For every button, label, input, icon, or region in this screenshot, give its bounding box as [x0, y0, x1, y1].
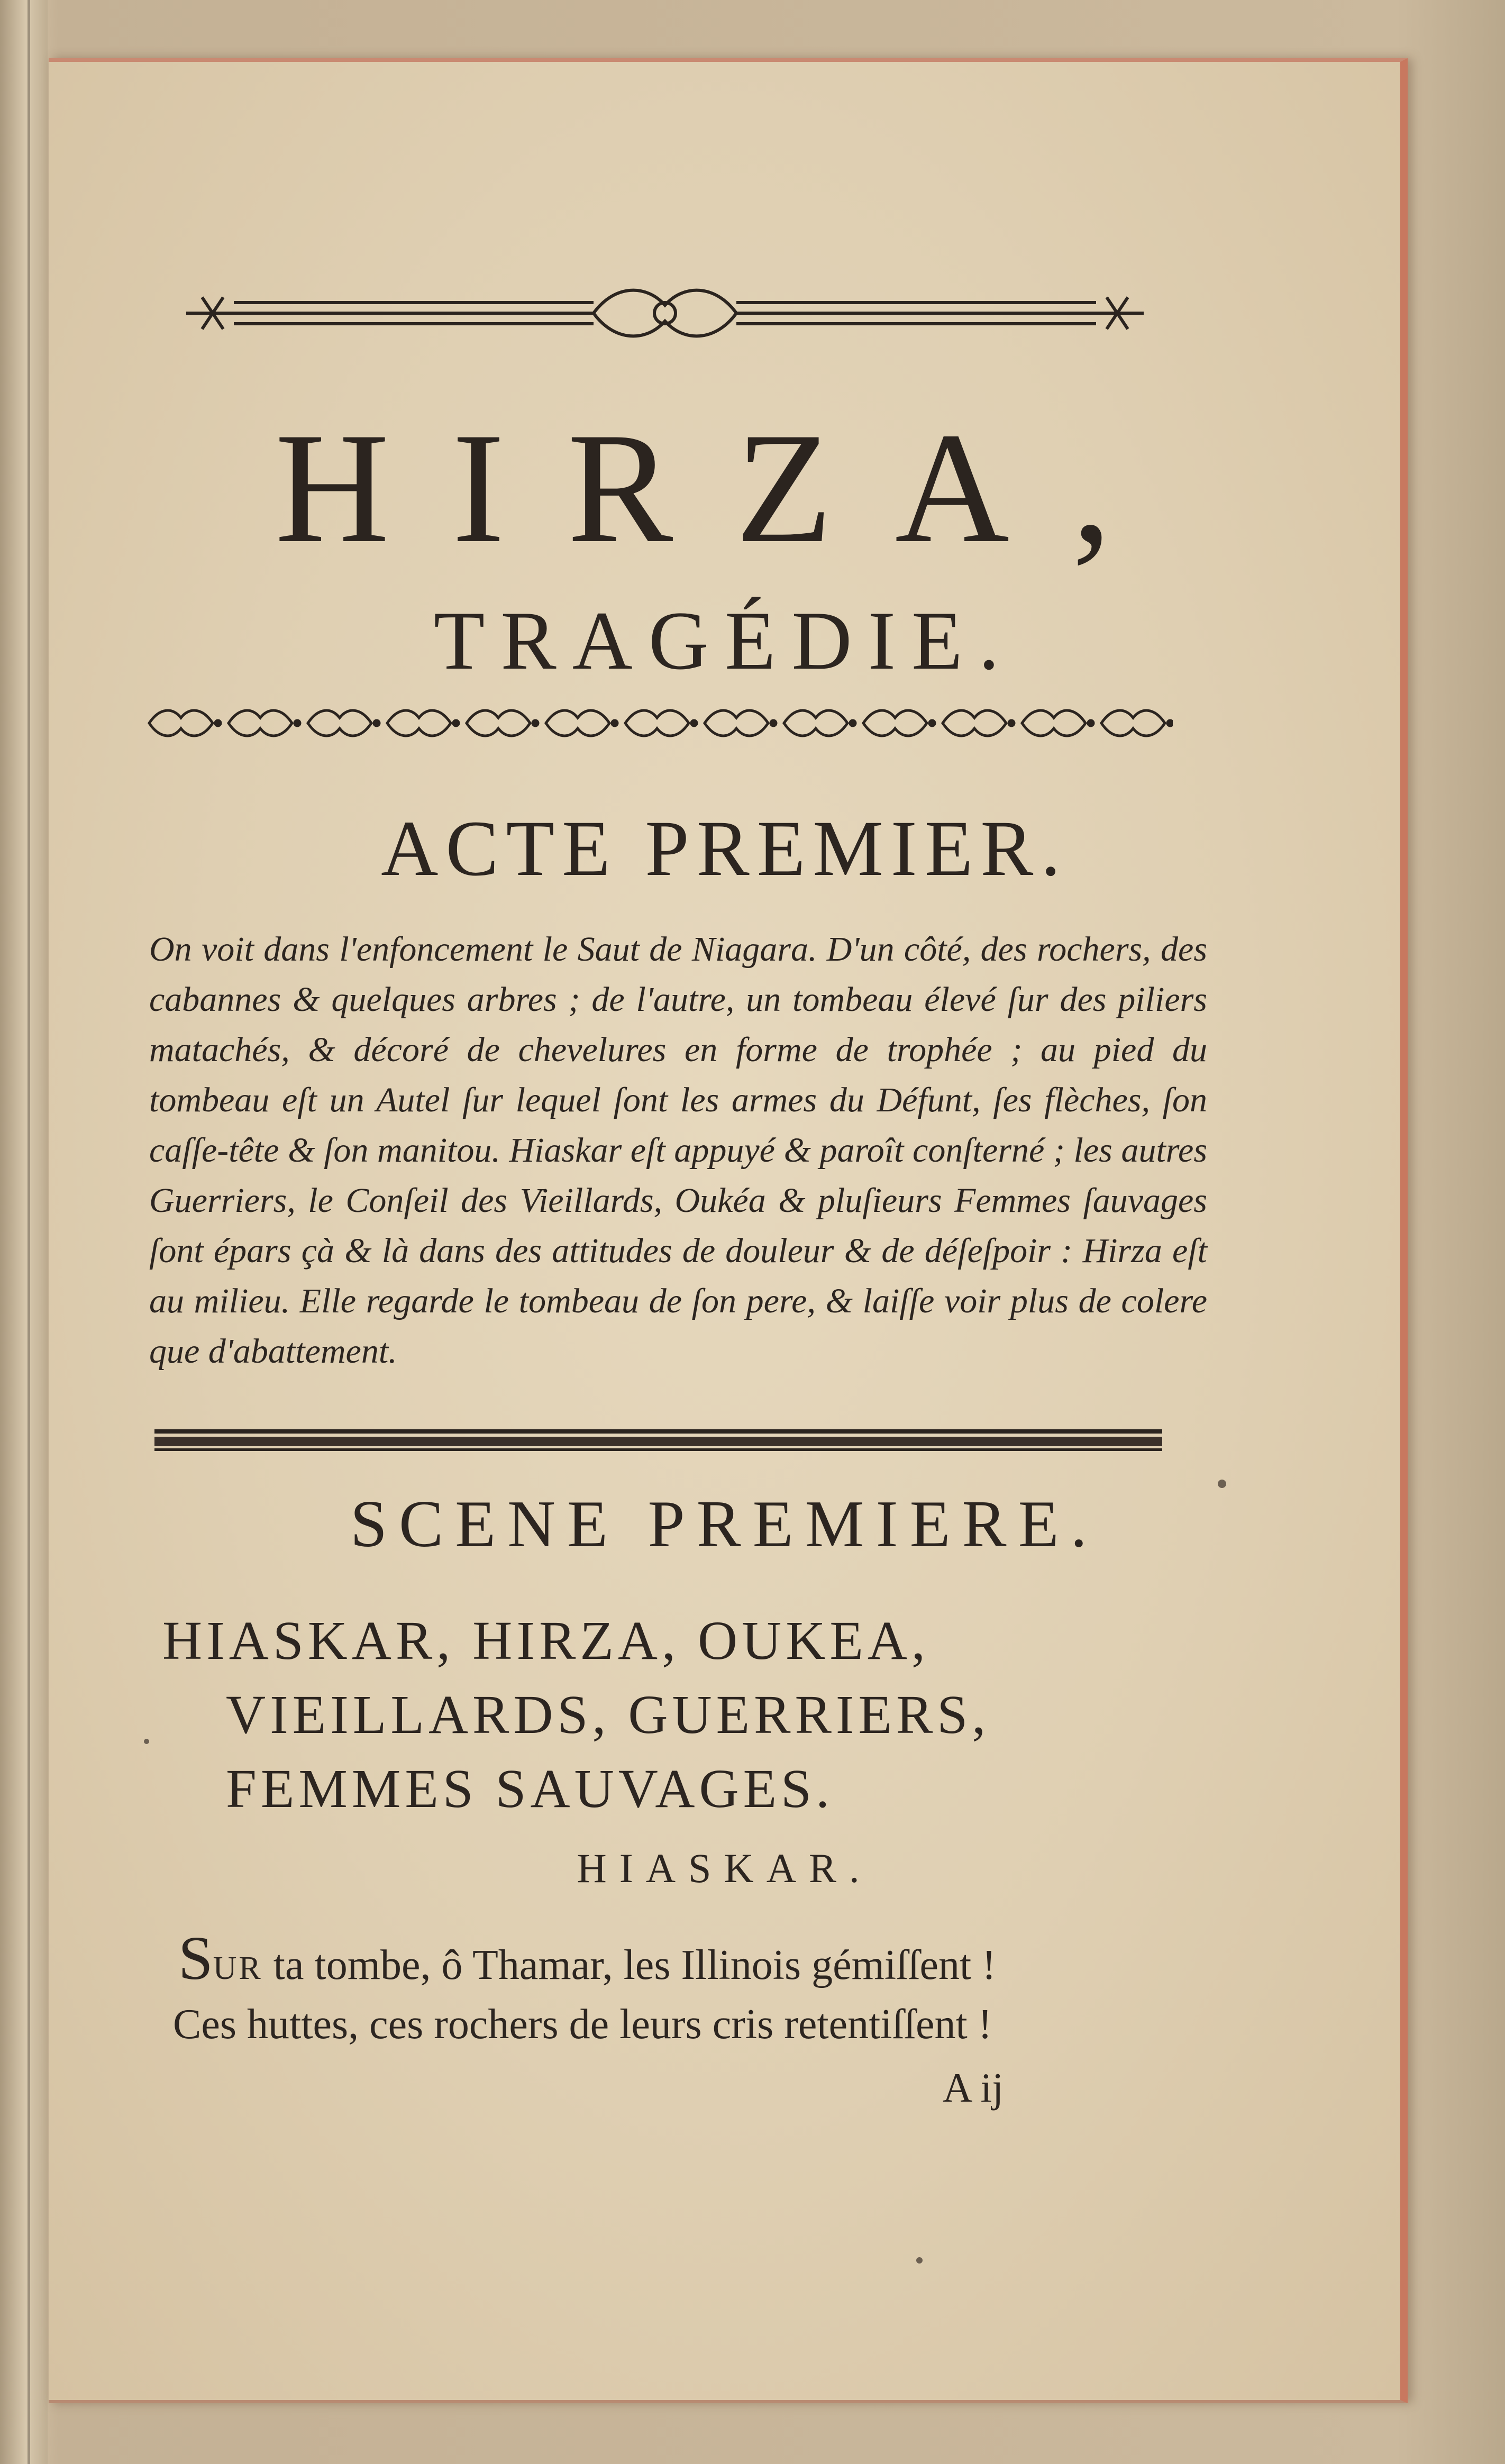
cast-line-2: VIEILLARDS, GUERRIERS,: [226, 1684, 990, 1745]
flourish-dot: [1009, 720, 1014, 726]
flourish-unit: [943, 710, 1006, 736]
flourish-dot: [1088, 720, 1093, 726]
act-heading: ACTE PREMIER.: [381, 805, 1068, 892]
flourish-dot: [691, 720, 697, 726]
flourish-unit: [149, 710, 213, 736]
gutter-fold-line: [28, 0, 30, 2464]
stage-direction-opening: On voit dans: [149, 930, 330, 969]
flourish-dot: [533, 720, 538, 726]
flourish-unit: [863, 710, 927, 736]
play-title: HIRZA,: [275, 400, 1174, 576]
binding-gutter: [0, 0, 48, 2464]
verse-line-2: [173, 1998, 1257, 2051]
signature-mark: A ij: [943, 2065, 1004, 2111]
scene-heading: SCENE PREMIERE.: [350, 1487, 1099, 1561]
speaker-name: HIASKAR.: [577, 1845, 872, 1891]
flourish-unit: [705, 710, 768, 736]
flourish-unit: [1022, 710, 1086, 736]
flourish-unit: [308, 710, 371, 736]
thick-rule: [154, 1424, 1162, 1456]
play-genre: TRAGÉDIE.: [433, 595, 1016, 687]
verse-line-1: [178, 1923, 1263, 1995]
verse-dropcap: S: [178, 1923, 213, 1993]
flourish-dot: [850, 720, 855, 726]
stage-direction-text: l'enfoncement le Saut de Niagara. D'un côté, des rochers, des cabannes & quelques arbres ; de l'autre, un tombeau élevé ſur des piliers matachés, & décoré de chevelures en forme de trophée ; au pied du tombeau eſt un Autel ſur lequel ſont les armes du Défunt, ſes flèches, ſon caſſe-tête & ſon manitou. Hiaskar eſt appuyé & paroît conſterné ; les autres Guerriers, le Conſeil des Vieillards, Oukéa & pluſieurs Femmes ſauvages ſont épars çà & là dans des attitudes de douleur & de déſeſpoir : Hirza eſt au milieu. Elle regarde le tombeau de ſon pere, & laiſſe voir plus de colere que d'abattement.: [149, 930, 1208, 1371]
flourish-unit: [625, 710, 689, 736]
flourish-ornament-row: [141, 694, 1173, 752]
verse-text: Ces huttes, ces rochers de leurs cris retentiſſent !: [173, 2001, 992, 2048]
flourish-dot: [929, 720, 935, 726]
flourish-unit: [784, 710, 847, 736]
cast-line-1: HIASKAR, HIRZA, OUKEA,: [162, 1610, 929, 1671]
verse-smallcaps: UR: [213, 1950, 263, 1986]
flourish-unit: [229, 710, 292, 736]
flourish-unit: [467, 710, 530, 736]
verse-text: ta tombe, ô Thamar, les Illinois gémiſſent !: [262, 1942, 996, 1988]
flourish-dot: [771, 720, 776, 726]
ink-speck: [144, 1739, 149, 1744]
ink-speck: [916, 2257, 923, 2264]
ink-speck: [1218, 1480, 1226, 1488]
stage-direction: [149, 924, 1207, 1376]
flourish-unit: [1101, 710, 1165, 736]
flourish-dot: [295, 720, 300, 726]
flourish-dot: [612, 720, 617, 726]
flourish-dot: [1167, 720, 1173, 726]
flourish-unit: [387, 710, 451, 736]
cast-line-3: FEMMES SAUVAGES.: [226, 1758, 834, 1819]
flourish-dot: [374, 720, 379, 726]
flourish-dot: [215, 720, 221, 726]
book-page: [49, 58, 1408, 2403]
top-ornament-rule: [170, 273, 1160, 353]
flourish-dot: [453, 720, 459, 726]
flourish-unit: [546, 710, 609, 736]
